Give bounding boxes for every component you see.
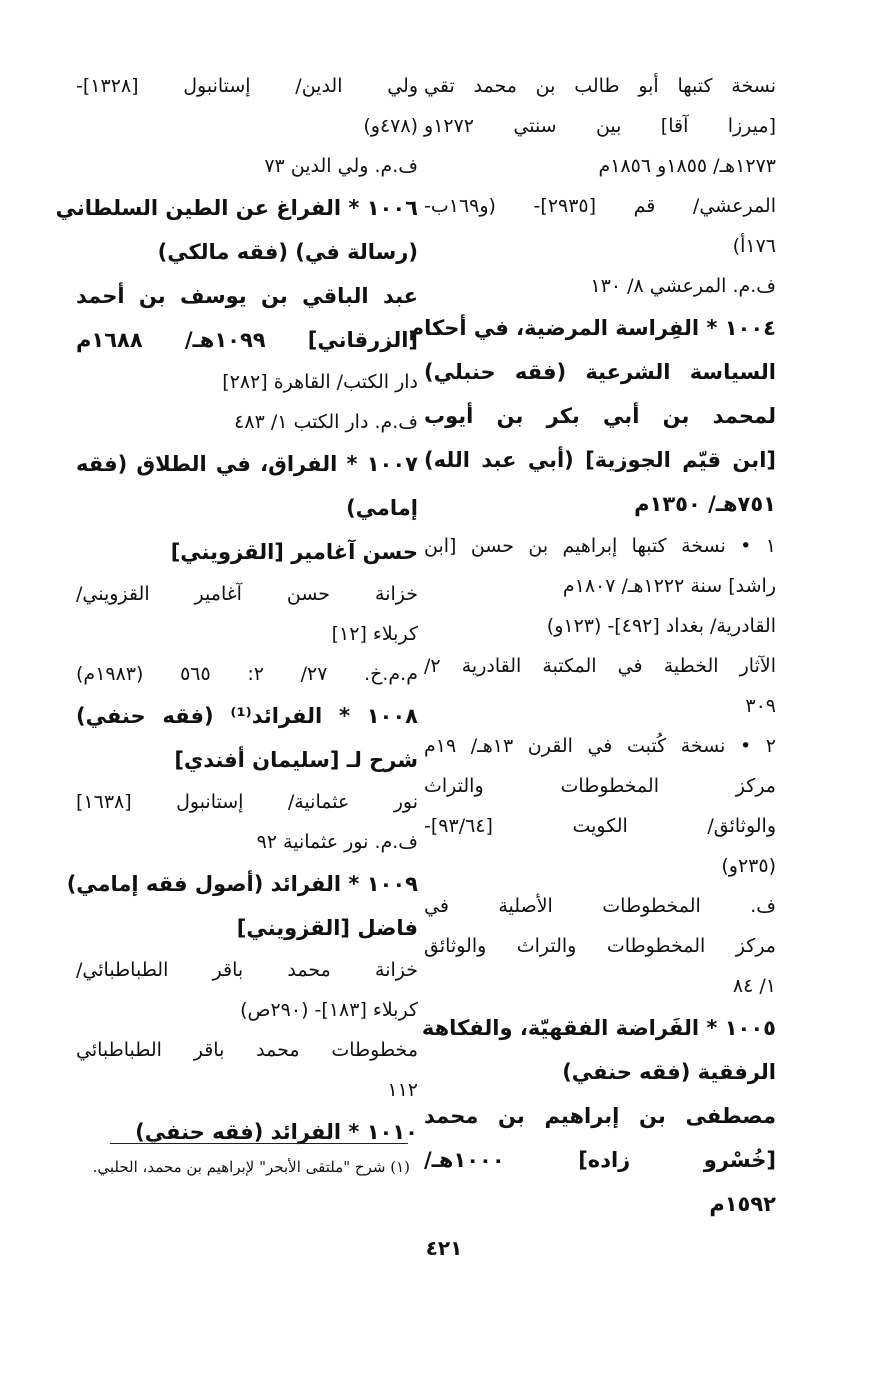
entry-text-line: (٢٣٥و): [721, 855, 776, 877]
entry-text-line: ٢ • نسخة كُتبت في القرن ١٣هـ/ ١٩م: [424, 735, 776, 757]
entry-heading-line: شرح لـ [سليمان أفندي]: [174, 748, 418, 772]
entry-text-line: مخطوطات محمد باقر الطباطبائي: [76, 1039, 418, 1061]
footnote-divider: [110, 1143, 408, 1144]
entry-heading-line: لمحمد بن أبي بكر بن أيوب: [424, 404, 776, 428]
entry-text-line: خزانة حسن آغامير القزويني/: [76, 583, 418, 605]
entry-text-line: ف.م. دار الكتب ١/ ٤٨٣: [234, 411, 418, 433]
entry-heading-line: [خُسْرو زاده] ١٠٠٠هـ/: [424, 1148, 776, 1172]
entry-heading-line: السياسة الشرعية (فقه حنبلي): [424, 360, 776, 384]
page-number: ٤٢١: [425, 1236, 463, 1260]
entry-heading-line: الرفقية (فقه حنفي): [562, 1060, 776, 1084]
entry-text-line: ١١٢: [387, 1079, 418, 1101]
entry-text-line: مركز المخطوطات والتراث: [424, 775, 776, 797]
entry-text-line: الآثار الخطية في المكتبة القادرية ٢/: [424, 655, 776, 677]
entry-heading-line: ٧٥١هـ/ ١٣٥٠م: [634, 492, 776, 516]
entry-heading-line: حسن آغامير [القزويني]: [170, 540, 418, 564]
footnote: (١) شرح "ملتقى الأبحر" لإبراهيم بن محمد، الحلبي.: [92, 1158, 410, 1176]
entry-text-line: مركز المخطوطات والتراث والوثائق: [424, 935, 776, 957]
entry-heading-line: فاضل [القزويني]: [236, 916, 418, 940]
entry-text-line: ١٢٧٣هـ/ ١٨٥٥و ١٨٥٦م: [598, 155, 776, 177]
entry-text-line: ١٧٦أ): [732, 235, 776, 257]
entry-text-line: ولي الدين/ إستانبول [١٣٢٨]-: [76, 75, 418, 97]
entry-text-line: القادرية/ بغداد [٤٩٢]- (١٢٣و): [546, 615, 776, 637]
entry-heading-line: [الزرقاني] ١٠٩٩هـ/ ١٦٨٨م: [76, 328, 418, 352]
entry-heading-line: إمامي): [346, 496, 418, 520]
entry-text-line: ف.م. المرعشي ٨/ ١٣٠: [590, 275, 776, 297]
entry-heading-line: ١٠٠٦ * الفراغ عن الطين السلطاني: [55, 196, 418, 220]
right-column: [408, 66, 776, 1226]
entry-heading-line: ١٠٠٨ * الفرائد⁽¹⁾ (فقه حنفي): [76, 704, 418, 728]
entry-text-line: ف.م. نور عثمانية ٩٢: [256, 831, 418, 853]
entry-text-line: راشد] سنة ١٢٢٢هـ/ ١٨٠٧م: [562, 575, 776, 597]
entry-text-line: ٣٠٩: [745, 695, 776, 717]
entry-text-line: كربلاء [١٨٣]- (٢٩٠ص): [240, 999, 418, 1021]
entry-text-line: نسخة كتبها أبو طالب بن محمد تقي: [424, 75, 776, 97]
left-column: [55, 66, 418, 1154]
entry-text-line: كربلاء [١٢]: [331, 623, 418, 645]
entry-text-line: م.م.خ. ٢٧/ ٢: ٥٦٥ (١٩٨٣م): [76, 663, 418, 685]
entry-heading-line: مصطفى بن إبراهيم بن محمد: [424, 1104, 776, 1128]
entry-heading-line: ١٠١٠ * الفرائد (فقه حنفي): [135, 1120, 418, 1144]
entry-text-line: ١ • نسخة كتبها إبراهيم بن حسن [ابن: [424, 535, 776, 557]
entry-text-line: ١/ ٨٤: [732, 975, 776, 997]
entry-heading-line: ١٠٠٤ * الفِراسة المرضية، في أحكام: [408, 316, 776, 340]
entry-text-line: ف. المخطوطات الأصلية في: [424, 895, 776, 917]
entry-text-line: (٤٧٨و): [363, 115, 418, 137]
entry-text-line: خزانة محمد باقر الطباطبائي/: [76, 959, 418, 981]
entry-heading-line: [ابن قيّم الجوزية] (أبي عبد الله): [424, 448, 776, 472]
entry-text-line: [ميرزا آقا] بين سنتي ١٢٧٢و: [424, 115, 776, 137]
entry-heading-line: عبد الباقي بن يوسف بن أحمد: [76, 284, 418, 308]
entry-text-line: والوثائق/ الكويت [٩٣/٦٤]-: [424, 815, 776, 837]
entry-text-line: المرعشي/ قم [٢٩٣٥]- (و١٦٩ب-: [424, 195, 776, 217]
entry-heading-line: (رسالة في) (فقه مالكي): [157, 240, 418, 264]
entry-heading-line: ١٠٠٧ * الفراق، في الطلاق (فقه: [76, 452, 418, 476]
entry-heading-line: ١٠٠٥ * الفَراضة الفقهيّة، والفكاهة: [421, 1016, 776, 1040]
entry-heading-line: ١٠٠٩ * الفرائد (أصول فقه إمامي): [66, 872, 418, 896]
entry-heading-line: ١٥٩٢م: [709, 1192, 776, 1216]
entry-text-line: دار الكتب/ القاهرة [٢٨٢]: [222, 371, 418, 393]
entry-text-line: ف.م. ولي الدين ٧٣: [264, 155, 418, 177]
entry-text-line: نور عثمانية/ إستانبول [١٦٣٨]: [76, 791, 418, 813]
